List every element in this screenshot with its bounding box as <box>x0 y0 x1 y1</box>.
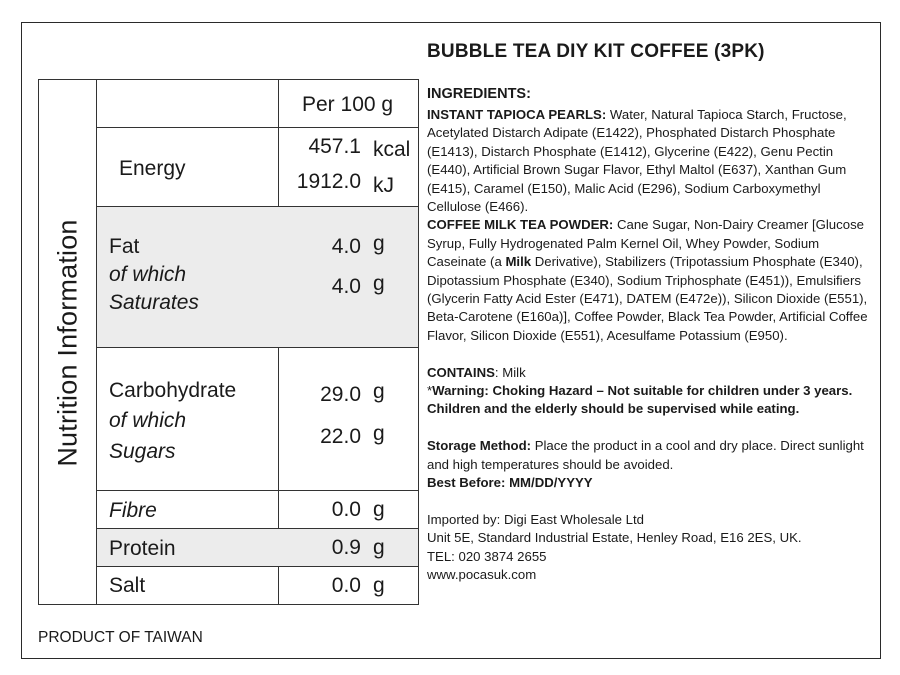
protein-unit: g <box>373 536 385 559</box>
salt-value: 0.0 <box>331 574 361 597</box>
energy-kcal-value: 457.1 <box>308 135 361 158</box>
tapioca-label: INSTANT TAPIOCA PEARLS: <box>427 107 607 122</box>
fibre-unit: g <box>373 498 385 521</box>
importer-name: Imported by: Digi East Wholesale Ltd <box>427 511 644 527</box>
sugars-of-which-label: of which <box>109 409 187 432</box>
contains-line <box>427 364 877 382</box>
storage-line <box>427 437 877 474</box>
product-info <box>427 85 877 585</box>
sugars-unit: g <box>373 422 385 445</box>
fibre-value: 0.0 <box>331 498 361 521</box>
energy-row <box>97 128 418 207</box>
milk-allergen: Milk <box>505 254 532 270</box>
salt-row <box>97 567 418 604</box>
salt-unit: g <box>373 574 385 597</box>
carbohydrate-value: 29.0 <box>320 383 361 406</box>
storage-text: Place the product in a cool and dry place. Direct sunlight and high temperatures should be avoided. <box>427 438 864 472</box>
saturates-label: Saturates <box>109 291 199 314</box>
carbohydrate-row <box>97 348 418 491</box>
sugars-value: 22.0 <box>320 425 361 448</box>
importer-address: Unit 5E, Standard Industrial Estate, Henley Road, E16 2ES, UK. <box>427 530 802 546</box>
best-before: Best Before: MM/DD/YYYY <box>427 475 593 491</box>
carbohydrate-label: Carbohydrate <box>109 379 237 402</box>
energy-label: Energy <box>119 157 186 180</box>
powder-text-1: Cane Sugar, Non-Dairy Creamer [Glucose Syrup, Fully Hydrogenated Palm Kernel Oil, Whey Powder, Sodium Caseinate (a <box>427 217 864 270</box>
saturates-unit: g <box>373 272 385 295</box>
fat-row <box>97 207 418 348</box>
country-of-origin: PRODUCT OF TAIWAN <box>38 629 203 646</box>
contains-label: CONTAINS <box>427 364 495 380</box>
product-title: BUBBLE TEA DIY KIT COFFEE (3PK) <box>427 41 765 62</box>
kcal-unit: kcal <box>373 138 411 161</box>
nutrition-header-row <box>97 80 418 128</box>
tapioca-ingredients <box>427 106 877 216</box>
nutrition-side-title: Nutrition Information <box>52 219 83 467</box>
powder-text-2: Derivative), Stabilizers (Tripotassium Phosphate (E340), Dipotassium Phosphate (E340), Sodium Triphosphate (E451)), Emulsifiers (Glycerin Fatty Acid Ester (E471), DATEM (E472e)), Silicon Dioxide (E551), Beta-Carotene (E160a)], Coffee Powder, Black Tea Powder, Artificial Coffee Flavor, Silicon Dioxide (E551), Acesulfame Potassium (E950). <box>427 254 868 343</box>
tapioca-text: Water, Natural Tapioca Starch, Fructose, Acetylated Distarch Adipate (E1422), Phosphated Distarch Phosphate (E1413), Distarch Phosphate (E1412), Glycerine (E422), Genu Pectin (E440), Artificial Brown Sugar Flavor, Ethyl Maltol (E637), Xanthan Gum (E415), Caramel (E150), Malic Acid (E296), Sodium Carboxymethyl Cellulose (E466). <box>427 107 847 215</box>
fat-label: Fat <box>109 235 140 258</box>
warning-prefix: * <box>427 383 433 399</box>
powder-ingredients <box>427 216 877 345</box>
protein-label: Protein <box>109 537 176 560</box>
storage-label: Storage Method: <box>427 438 532 454</box>
warning-text: Warning: Choking Hazard – Not suitable for children under 3 years. Children and the elderly should be supervised while eating. <box>427 383 853 417</box>
kj-unit: kJ <box>373 174 394 197</box>
saturates-value: 4.0 <box>331 275 361 298</box>
carbohydrate-unit: g <box>373 380 385 403</box>
salt-label: Salt <box>109 574 146 597</box>
protein-row <box>97 529 418 567</box>
ingredients-heading: INGREDIENTS: <box>427 86 531 102</box>
saturates-of-which-label: of which <box>109 263 187 286</box>
fat-unit: g <box>373 232 385 255</box>
importer-website: www.pocasuk.com <box>427 567 537 583</box>
fibre-label: Fibre <box>109 499 157 522</box>
nutrition-side-panel <box>39 80 97 604</box>
contains-text: : Milk <box>494 364 526 380</box>
fat-value: 4.0 <box>331 235 361 258</box>
energy-kj-value: 1912.0 <box>296 170 361 193</box>
nutrition-grid <box>97 80 418 604</box>
fibre-row <box>97 491 418 529</box>
per-100g-header: Per 100 g <box>302 93 394 116</box>
powder-label: COFFEE MILK TEA POWDER: <box>427 217 614 233</box>
best-before-line <box>427 474 877 492</box>
protein-value: 0.9 <box>331 536 361 559</box>
nutrition-table <box>38 79 419 605</box>
importer-phone: TEL: 020 3874 2655 <box>427 548 547 564</box>
sugars-label: Sugars <box>109 440 176 463</box>
product-label <box>21 22 881 659</box>
warning-line <box>427 382 877 419</box>
